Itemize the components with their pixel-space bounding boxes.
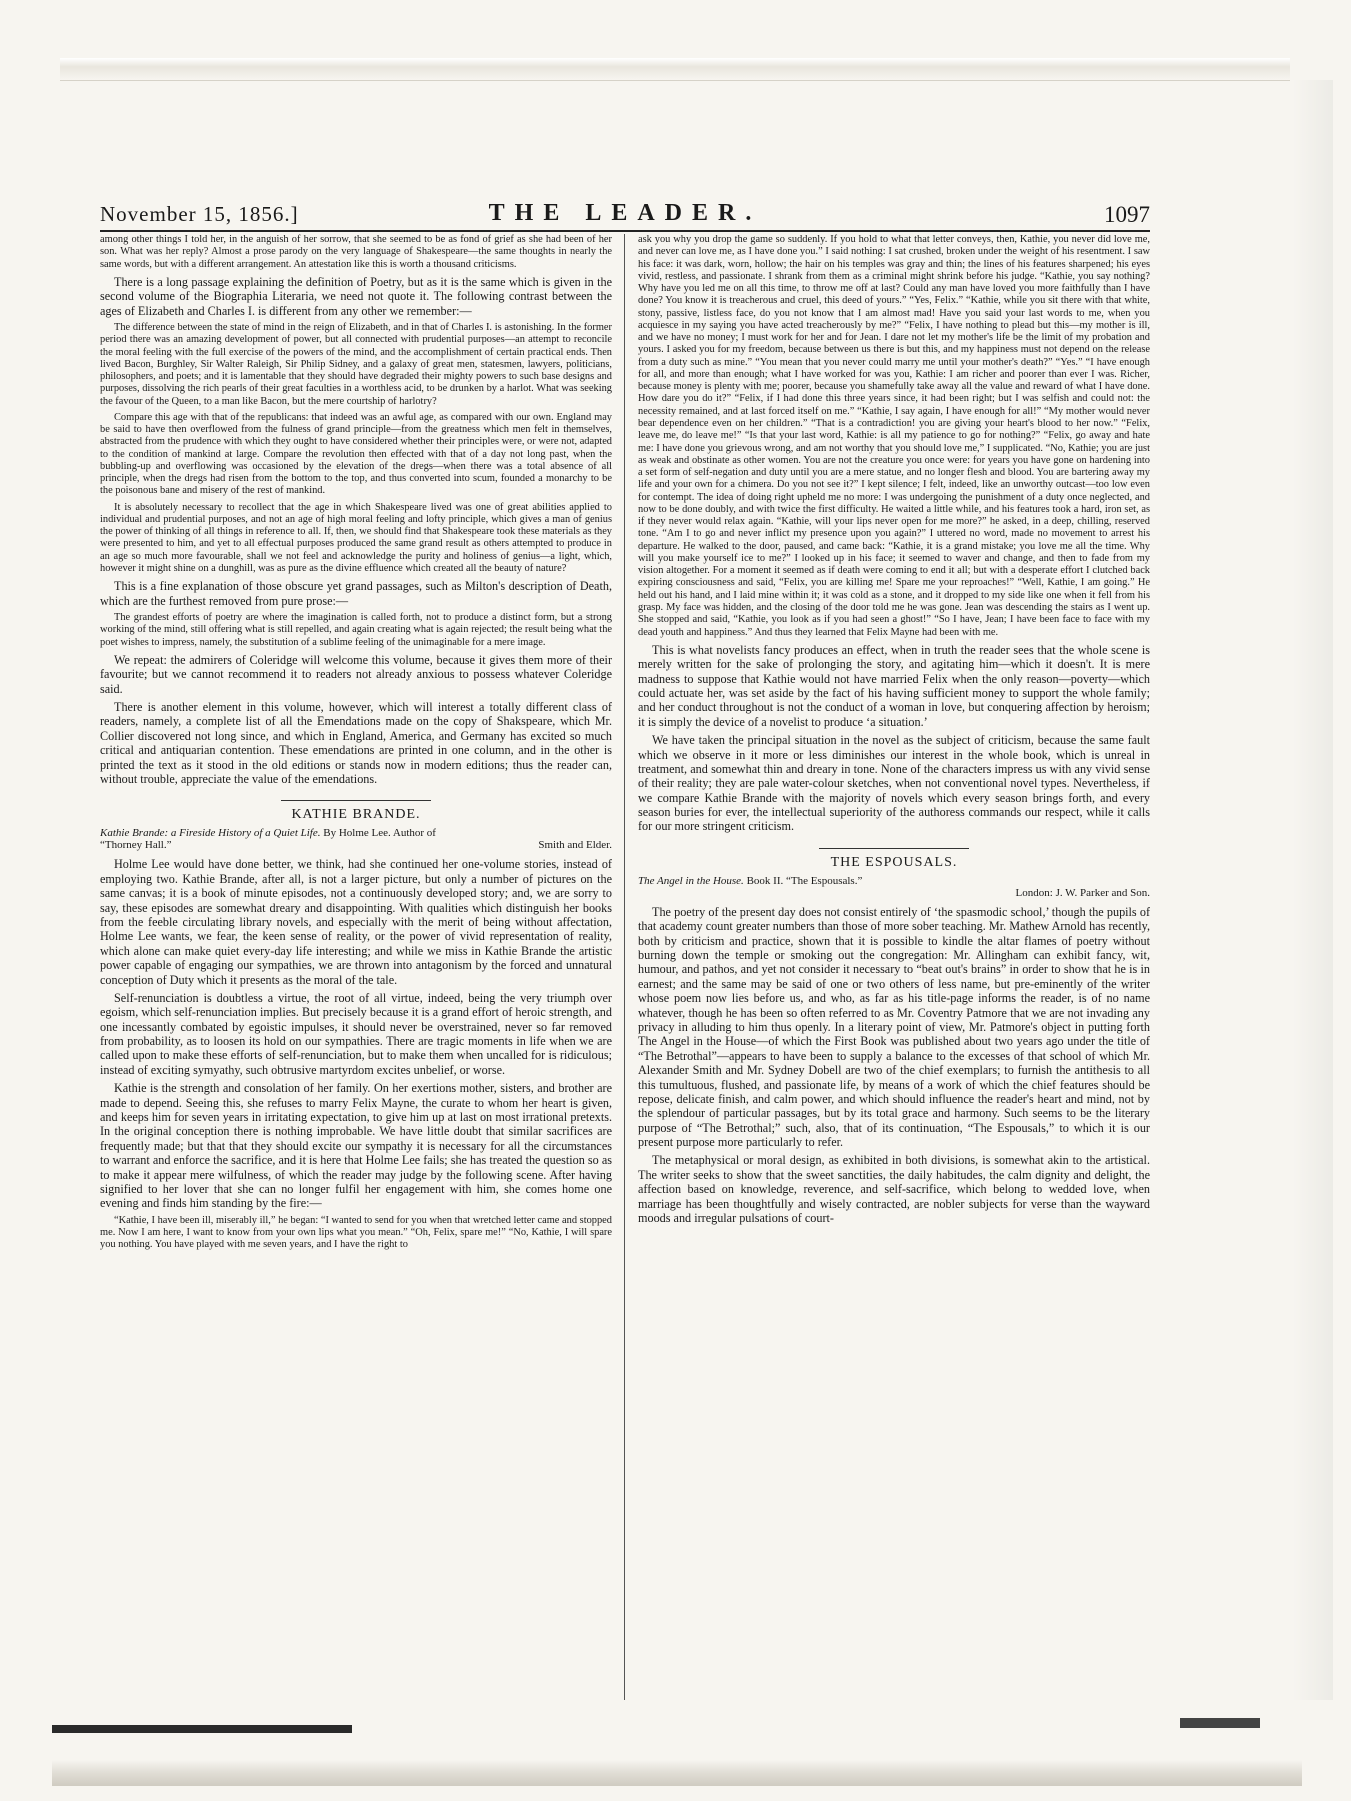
quotation: The grandest efforts of poetry are where the imagination is called forth, not to produce a distinct form, but a strong working of the mind, still offering what is still repelled, and again creating what is again rejected; the result being what the poet wishes to impress, namely, the substitution of a sublime feeling of the unimaginable for a mere image. (100, 612, 612, 648)
issue-date: November 15, 1856.] (100, 202, 299, 226)
citation-row (638, 875, 1150, 887)
book-title: The Angel in the House. (638, 874, 744, 887)
book-prior-work: “Thorney Hall.” (100, 839, 172, 852)
quotation: “Kathie, I have been ill, miserably ill,” he began: “I wanted to send for you when that wretched letter came and stopped me. Now I am here, I want to know from your own lips what you mean.” “Oh, Felix, spare me!” “No, Kathie, I will spare you nothing. You have played with me seven years, and I have the right to (100, 1214, 612, 1251)
paragraph: The metaphysical or moral design, as exhibited in both divisions, is somewhat akin to the artistical. The writer seeks to show that the sweet sanctities, the daily habitudes, the calm dignity and delight, the affection based on knowledge, reverence, and self-sacrifice, which belong to wedded love, when marriage has been thoughtfully and wisely contracted, are nobler subjects for verse than the wayward moods and irregular pulsations of court- (638, 1153, 1150, 1226)
scan-edge-right (1293, 80, 1333, 1700)
quotation: The difference between the state of mind in the reign of Elizabeth, and in that of Charles I. is astonishing. In the former period there was an amazing development of power, but all connected with prudential purposes—an attempt to reconcile the moral feeling with the full exercise of the powers of the mind, and the accomplishment of certain practical ends. Then lived Bacon, Burghley, Sir Walter Raleigh, Sir Philip Sidney, and a galaxy of great men, statesmen, lawyers, politicians, philosophers, and poets; and it is lamentable that they should have degraded their mighty powers to such base designs and purposes, dissolving the rich pearls of their great faculties in a worthless acid, to be drunken by a harlot. What was seeking the favour of the Queen, to a man like Bacon, but the mere courtship of harlotry? (100, 321, 612, 407)
left-column (100, 234, 612, 1700)
section-title: THE ESPOUSALS. (830, 854, 958, 870)
review-heading (100, 800, 612, 823)
paragraph: We have taken the principal situation in the novel as the subject of criticism, because the same fault which we observe in it more or less diminishes our interest in the whole book, which is unreal in treatment, and somewhat thin and dreary in tone. None of the characters impress us with any vivid sense of their reality; they are pale water-colour sketches, when not conventional novel types. Nevertheless, if we compare Kathie Brande with the majority of novels which every season brings forth, and every season buries for ever, the intellectual superiority of the authoress commands our respect, while it calls for our more stringent criticism. (638, 733, 1150, 834)
book-author: By Holme Lee. Author of (323, 827, 436, 840)
paragraph: This is what novelists fancy produces an effect, when in truth the reader sees that the whole scene is merely written for the sake of prolonging the story, and agitating him—which it doesn't. It is mere madness to suppose that Kathie would not have married Felix when the only reason—poverty—which could actuate her, was set aside by the fact of his having sufficient money to support the whole family; and her conduct throughout is not the conduct of a woman in love, but conquering affection by heroism; it is simply the device of a novelist to produce ‘a situation.’ (638, 642, 1150, 729)
book-citation (100, 827, 612, 851)
columns (100, 234, 1150, 1700)
quotation: ask you why you drop the game so suddenly. If you hold to what that letter conveys, then, Kathie, you never did love me, and never can love me, as I have done you.” I said nothing: I sat crushed, broken under the weight of his resentment. I saw his face: it was dark, worn, hollow; the hair on his temples was gray and thin; the lines of his features sharpened; his eyes vivid, restless, and passionate. I shrank from them as a criminal might shrink before his judge. “Kathie, you say nothing? Why have you led me on all this time, to throw me off at last? Could any man have loved you more faithfully than I have done? You know it is treacherous and cruel, this deed of yours.” “Yes, Felix.” “Kathie, while you sit there with that white, stony, passive, listless face, do you not know that I am almost mad! Have you said your last words to me, when you acquiesce in my saying you have acted treacherously by me?” “Felix, I have nothing to plead but this—my mother is ill, and we have no money; I must work for her and for Jean. I dare not let my mother's life be the limit of my probation and yours. I asked you for my freedom, because between us there is but this, and my happiness must not depend on the release from a duty such as mine.” “You mean that you never could marry me until your mother's death?” “Yes.” “I have enough for all, and more than enough; what I have worked for was you, Kathie: I am richer and poorer than ever I was. Richer, because money is plenty with me; poorer, because you shamefully take away all the value and reward of what I have done. How dare you do it?” “Felix, if I had done this three years since, it had been right; but I was selfish and could not: the necessity remained, and at last forced itself on me.” “Kathie, I say again, I have enough for all!” “My mother would never bear dependence even on her children.” “That is a contradiction! you are giving your heart's blood to her now.” “Felix, leave me, do leave me!” “Is that your last word, Kathie: is all my patience to go for nothing?” “Felix, go away and hate me: I have done you grievous wrong, and am not worthy that you should love me,” I supplicated. “No, Kathie; you are just as weak and obstinate as other women. You are not the creature you once were: for years you have gone on hardening into a set form of self-negation and duty until you are a mere statue, and no longer flesh and blood. You are bartering away my life and your own for a chimera. Do you not see it?” I kept silence; I felt, indeed, like an unworthy outcast—too low even for contempt. The idea of doing right upheld me no more: I was undergoing the punishment of a duty once neglected, and now to be done doubly, and with twice the first difficulty. He waited a little while, and his features took a hard, iron set, as if they never would relax again. “Kathie, will your lips never open for me more?” he asked, in a deep, chilling, reserved tone. “Am I to go and never inflict my presence upon you again?” I uttered no word, made no movement to arrest his departure. He walked to the door, paused, and came back: “Kathie, it is a grand mistake; you love me all the time. Why will you make yourself ice to me?” I looked up in his face; it seemed to waver and change, and then to fade from my vision altogether. For a moment it seemed as if death were coming to end it all; but with a desperate effort I clutched back expiring consciousness and said, “Felix, you are killing me! Spare me your reproaches!” “Well, Kathie, I am going.” He held out his hand, and I laid mine within it; it was cold as a stone, and it dropped to my side like one when it fell from his grasp. My face was hidden, and the closing of the door told me he was gone. Jean was descending the stairs as I went up. She stopped and said, “Kathie, you look as if you had seen a ghost!” “So I have, Jean; I have been face to face with my dead youth and happiness.” And thus they learned that Felix Mayne had been with me. (638, 234, 1150, 638)
citation-row (638, 887, 1150, 899)
book-subtitle: Book II. “The Espousals.” (746, 874, 863, 887)
ink-smudge (52, 1725, 352, 1733)
ink-smudge (1180, 1718, 1260, 1728)
masthead (100, 200, 1150, 232)
book-publisher: Smith and Elder. (538, 839, 612, 852)
book-citation (638, 875, 1150, 899)
scan-edge-bottom (52, 1760, 1302, 1786)
review-heading (638, 848, 1150, 871)
heading-rule (819, 848, 969, 849)
book-publisher: London: J. W. Parker and Son. (1015, 886, 1150, 899)
heading-rule (281, 800, 431, 801)
citation-row (100, 827, 612, 839)
section-title: KATHIE BRANDE. (291, 807, 421, 823)
paragraph: There is a long passage explaining the definition of Poetry, but as it is the same which is given in the second volume of the Biographia Literaria, we need not quote it. The following contrast between the ages of Elizabeth and Charles I. is different from any other we remember:— (100, 274, 612, 318)
right-column (638, 234, 1150, 1700)
paragraph: among other things I told her, in the anguish of her sorrow, that she seemed to be as fond of grief as she had been of her son. What was her reply? Almost a prose parody on the very language of Shakespeare—the same thoughts in nearly the same words, but with a different arrangement. An attestation like this is worth a thousand criticisms. (100, 234, 612, 270)
page-number: 1097 (1104, 202, 1150, 227)
book-title: Kathie Brande: a Fireside History of a Quiet Life. (100, 827, 321, 840)
paragraph: Holme Lee would have done better, we think, had she continued her one-volume stories, instead of employing two. Kathie Brande, after all, is not a larger picture, but only a number of pictures on the same canvas; it is a book of minute episodes, not a continuously developed story; and, we are sorry to say, these episodes are somewhat dreary and disappointing. With qualities which distinguish her books from the feeble circulating library novels, and especially with the merit of being without affectation, Holme Lee wants, we fear, the keen sense of reality, or the power of vivid representation of reality, which alone can make quiet every-day life interesting; and while we miss in Kathie Brande the artistic power capable of engaging our sympathies, we are thrown into antagonism by the forced and unnatural conception of Duty which it presents as the moral of the tale. (100, 857, 612, 987)
paragraph: We repeat: the admirers of Coleridge will welcome this volume, because it gives them more of their favourite; but we cannot recommend it to readers not already anxious to possess whatever Coleridge said. (100, 652, 612, 696)
citation-row (100, 839, 612, 851)
quotation: Compare this age with that of the republicans: that indeed was an awful age, as compared with our own. England may be said to have then overflowed from the fulness of grand principle—from the greatness which men felt in themselves, abstracted from the prudence with which they ought to have considered whether their principles were, or were not, adapted to the condition of mankind at large. Compare the revolution then effected with that of a day not long past, when the bubbling-up and overflowing was occasioned by the elevation of the dregs—when there was a total absence of all principle, when the dregs had risen from the bottom to the top, and thus converted into scum, founded a monarchy to be the poisonous bane and misery of the rest of mankind. (100, 411, 612, 497)
paragraph: There is another element in this volume, however, which will interest a totally different class of readers, namely, a complete list of all the Emendations made on the copy of Shakspeare, which Mr. Collier discovered not long since, and which in England, America, and Germany has excited so much critical and antiquarian contention. These emendations are printed in one column, and in the other is printed the text as it stood in the old editions or stands now in modern editions; thus the reader can, without trouble, appreciate the value of the emendations. (100, 700, 612, 786)
paragraph: Kathie is the strength and consolation of her family. On her exertions mother, sisters, and brother are made to depend. Seeing this, she refuses to marry Felix Mayne, the curate to whom her heart is given, and keeps him for seven years in irritating expectation, to give him up at last on most irrational pretexts. In the original conception there is nothing improbable. We have little doubt that similar sacrifices are frequently made; but that that they should excite our sympathy it is necessary for all the circumstances to warrant and enforce the sacrifice, and it is here that Holme Lee fails; she has treated the question so as to make it appear mere wilfulness, of which the reader may judge by the following scene. After having signified to her lover that she can no longer fulfil her engagement with him, she comes home one evening and finds him standing by the fire:— (100, 1081, 612, 1211)
paragraph: This is a fine explanation of those obscure yet grand passages, such as Milton's description of Death, which are the furthest removed from pure prose:— (100, 579, 612, 608)
scan-edge-top (60, 58, 1290, 81)
quotation: It is absolutely necessary to recollect that the age in which Shakespeare lived was one of great abilities applied to individual and prudential purposes, and not an age of high moral feeling and lofty principle, which gives a man of genius the power of thinking of all things in reference to all. If, then, we should find that Shakespeare took these materials as they were presented to him, and yet to all effectual purposes produced the same grand result as others attempted to produce in an age so much more favourable, shall we not feel and acknowledge the purity and holiness of genius—a light, which, however it might shine on a dunghill, was as pure as the divine effluence which created all the beauty of nature? (100, 501, 612, 575)
newspaper-title: THE LEADER. (488, 200, 762, 226)
newspaper-page (100, 200, 1150, 1700)
paragraph: Self-renunciation is doubtless a virtue, the root of all virtue, indeed, being the very triumph over egoism, which self-renunciation implies. But precisely because it is a grand effort of heroic strength, and one incessantly combated by egoistic impulses, it should never be overstrained, never so far removed from probability, as to loosen its hold on our sympathies. There are tragic moments in life when we are called upon to make these efforts of self-renunciation, but to make them when uncalled for is ridiculous; instead of exciting symyathy, such obtrusive martyrdom excites unbelief, or worse. (100, 990, 612, 1077)
paragraph: The poetry of the present day does not consist entirely of ‘the spasmodic school,’ though the pupils of that academy count greater numbers than those of more sober teaching. Mr. Mathew Arnold has recently, both by criticism and practice, shown that it is possible to kindle the altar flames of poetry without burning down the temple or smoking out the congregation: Mr. Allingham can exhibit fancy, wit, humour, and pathos, and yet not consider it necessary to “beat out's brains” in order to show that he is in earnest; and the same may be said of one or two others of less name, but pre-eminently of the writer whose poem now lies before us, and who, as far as his title-page informs the reader, is of no name whatever, though he has been so often referred to as Mr. Coventry Patmore that we are not invading any privacy in alluding to him thus openly. In a literary point of view, Mr. Patmore's object in putting forth The Angel in the House—of which the First Book was published about two years ago under the title of “The Betrothal”—appears to have been to supply a balance to the excesses of that school of which Mr. Alexander Smith and Mr. Sydney Dobell are two of the chief exemplars; to furnish the antithesis to all this tumultuous, flushed, and passionate life, by means of a work of which the chief features should be repose, delicate finish, and calm power, and which should influence the reader's heart and mind, not by the splendour of particular passages, but by its total grace and harmony. Such seems to be the literary purpose of “The Betrothal;” such, also, that of its continuation, “The Espousals,” to which it is our present purpose more particularly to refer. (638, 904, 1150, 1150)
